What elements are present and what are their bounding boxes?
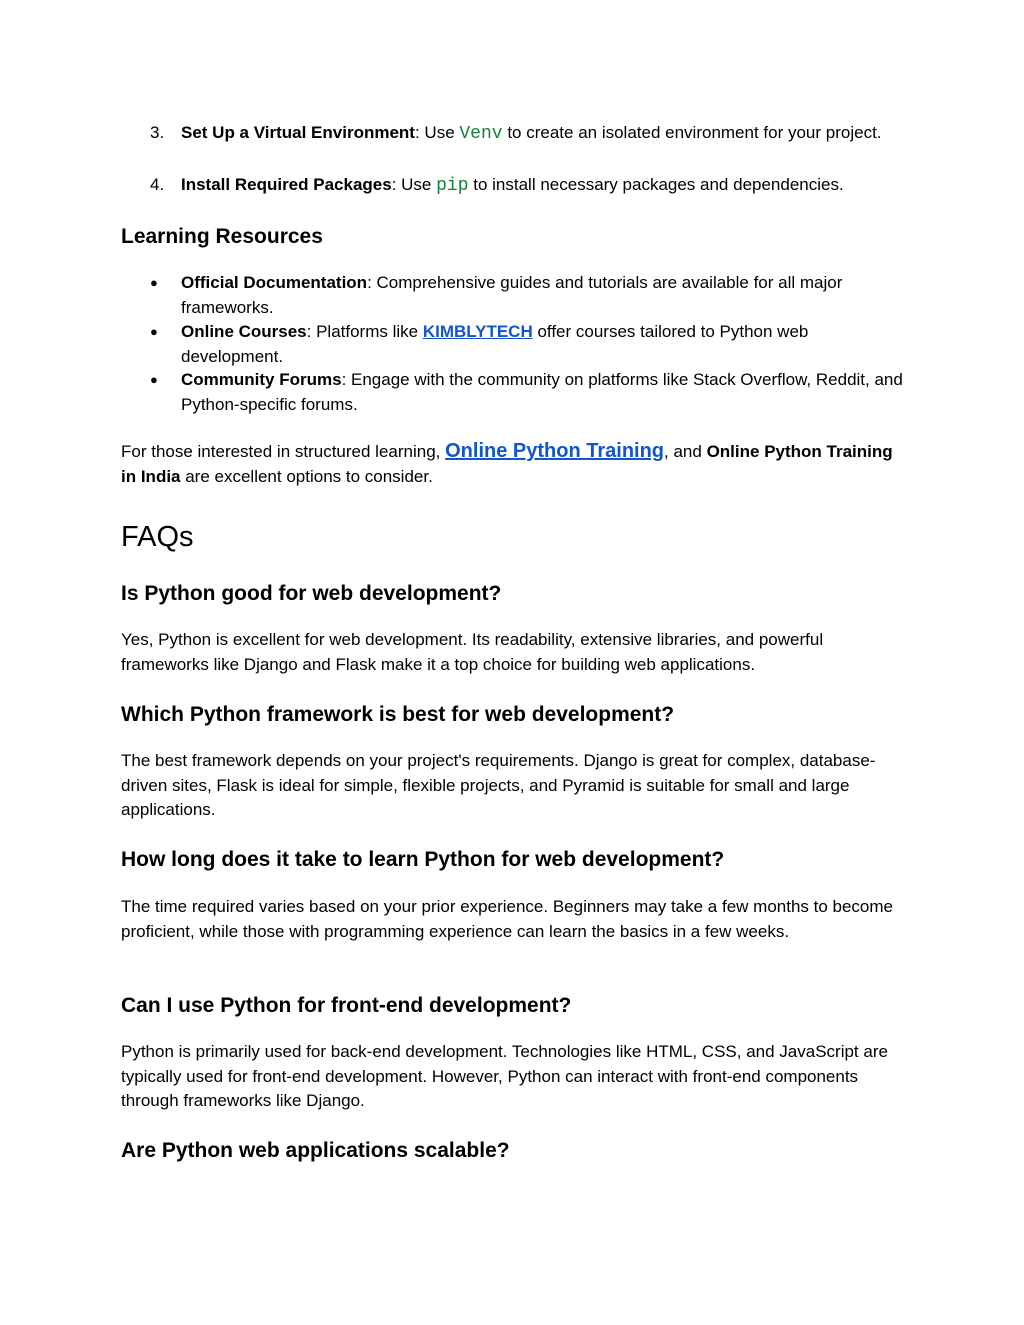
kimblytech-link[interactable]: KIMBLYTECH (422, 322, 533, 341)
step-number: 3. (150, 123, 165, 142)
bullet-icon: ● (150, 275, 158, 290)
step-number: 4. (150, 175, 165, 194)
code-venv: Venv (459, 124, 503, 144)
faq-answer: The time required varies based on your prior experience. Beginners may take a few months to become proficient, while those with programming experience can learn the basics in a few weeks. (121, 897, 894, 941)
code-pip: pip (436, 176, 469, 196)
faq-answer: Yes, Python is excellent for web development. Its readability, extensive libraries, and powerful frameworks like Django and Flask make it a top choice for building web applications. (121, 630, 824, 674)
faq-question: How long does it take to learn Python for web development? (121, 848, 725, 871)
step-title: Install Required Packages (181, 175, 392, 194)
bullet-icon: ● (150, 324, 158, 339)
faq-question: Is Python good for web development? (121, 582, 502, 605)
faq-question: Are Python web applications scalable? (121, 1139, 510, 1162)
document-page: 3. Set Up a Virtual Environment: Use Venv to create an isolated environment for your project. 4. Install Required Packages: Use pip to install necessary packages and dependencies. Learning Resources ● Official Documentation: Comprehensive guides and tutorials are available for all major frameworks. ● Online Courses: Platforms like KIMBLYTECH offer courses tailored to Python web development. ● Community Forums: Engage with the community on platforms like Stack Overflow, Reddit, and Python-specific forums. For those interested in structured learning, Online Python Training, and Online Python Training in India are excellent options to consider. FAQs Is Python good for web development? Yes, Python is excellent for web development. Its readability, extensive libraries, and powerful frameworks like Django and Flask make it a top choice for building web applications. Which Python framework is best for web development? The best framework depends on your project's requirements. Django is great for complex, database-driven sites, Flask is ideal for simple, flexible projects, and Pyramid is suitable for small and large applications. How long does it take to learn Python for web development? The time required varies based on your prior experience. Beginners may take a few months to become proficient, while those with programming experience can learn the basics in a few weeks. Can I use Python for front-end development? Python is primarily used for back-end development. Technologies like HTML, CSS, and JavaScript are typically used for front-end development. However, Python can interact with front-end components through frameworks like Django. Are Python web applications scalable? (0, 0, 1024, 1325)
faq-question: Which Python framework is best for web development? (121, 703, 675, 726)
bullet-icon: ● (150, 372, 158, 387)
faq-answer: Python is primarily used for back-end development. Technologies like HTML, CSS, and JavaScript are typically used for front-end development. However, Python can interact with front-end components through frameworks like Django. (121, 1042, 888, 1110)
step-title: Set Up a Virtual Environment (181, 123, 415, 142)
faqs-heading: FAQs (121, 521, 194, 553)
faq-answer: The best framework depends on your project's requirements. Django is great for complex, database-driven sites, Flask is ideal for simple, flexible projects, and Pyramid is suitable for small and large applications. (121, 751, 876, 819)
learning-paragraph: For those interested in structured learning, Online Python Training, and Online Python Training in India are excellent options to consider. (121, 440, 893, 486)
faq-question: Can I use Python for front-end development? (121, 994, 572, 1017)
learning-resources-heading: Learning Resources (121, 225, 323, 248)
online-python-training-link[interactable]: Online Python Training (445, 440, 665, 462)
